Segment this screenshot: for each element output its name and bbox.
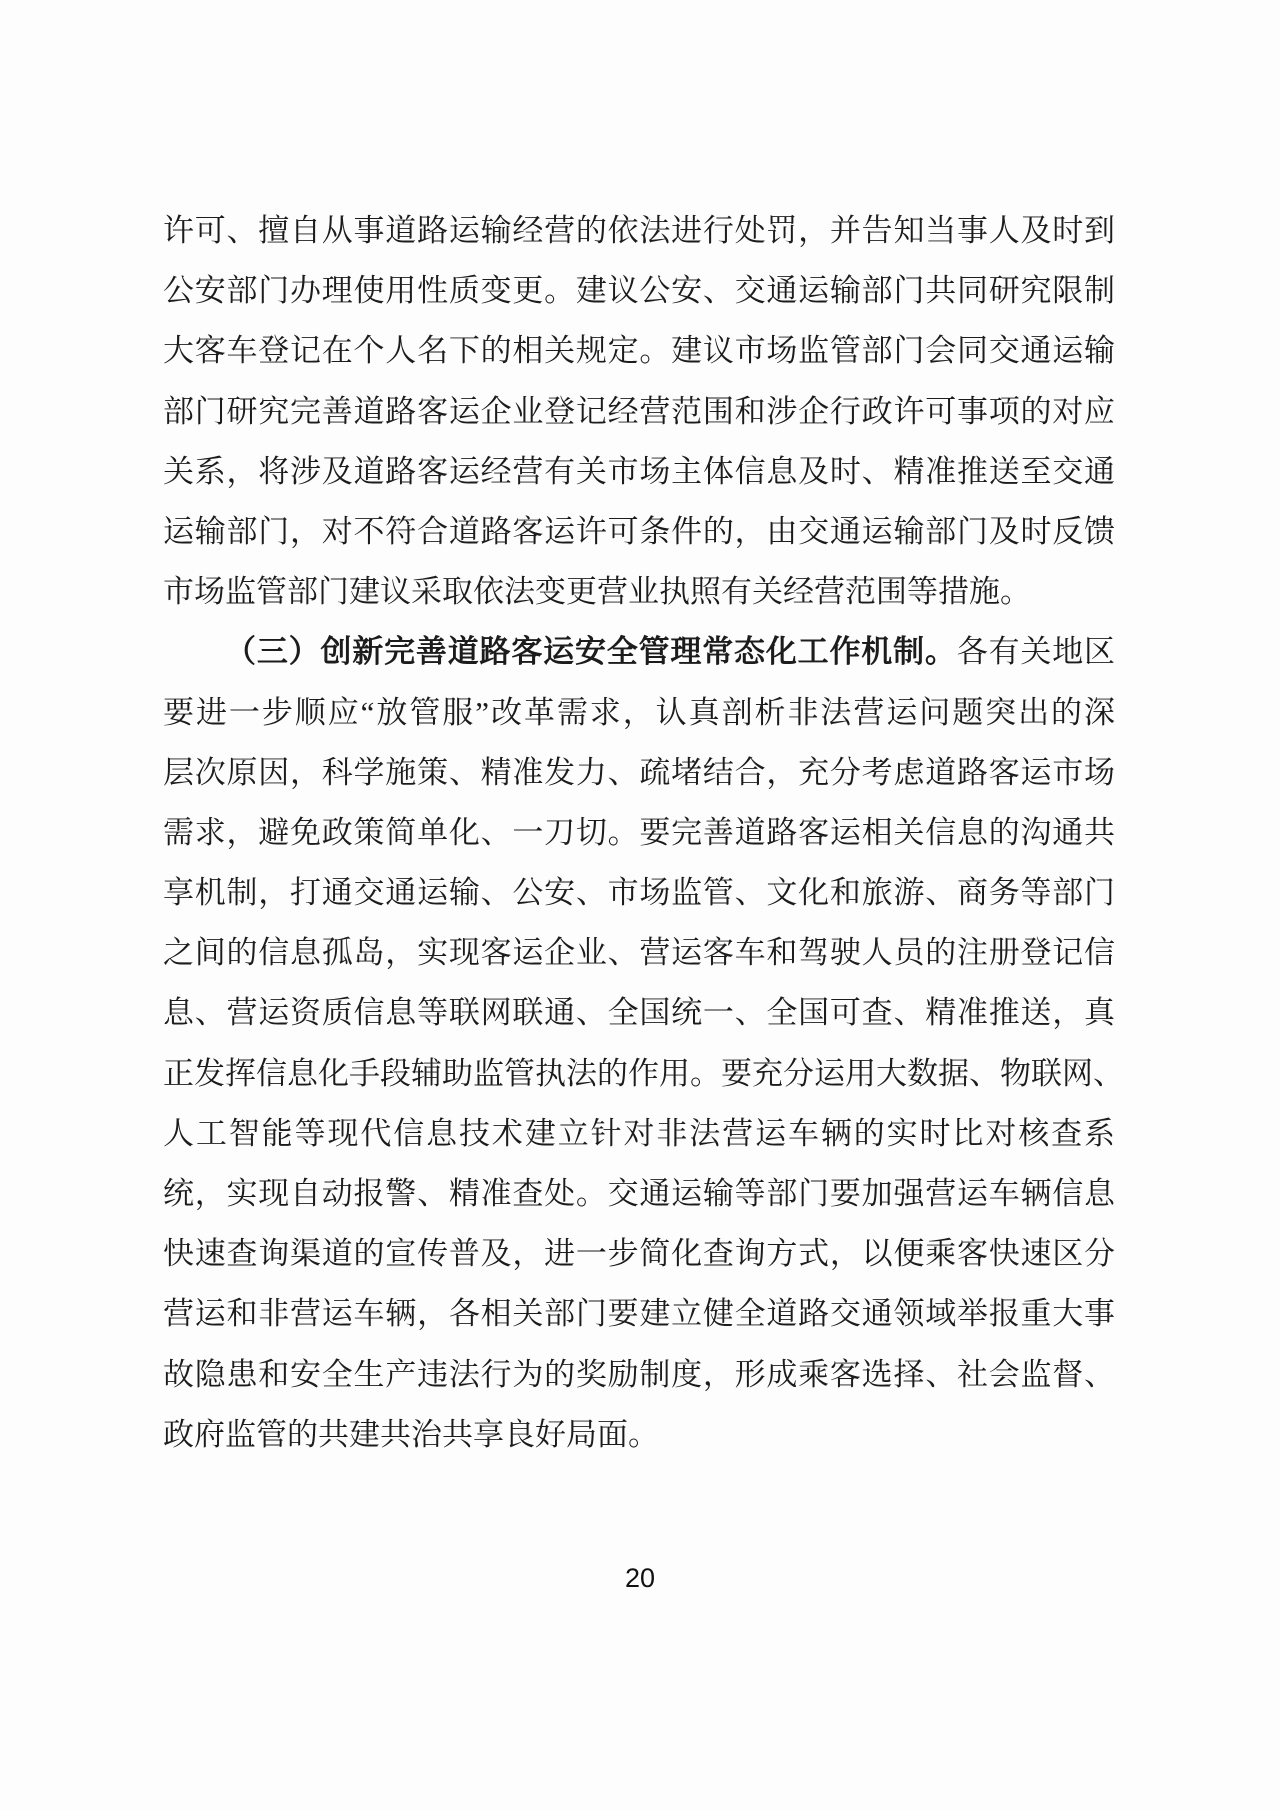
paragraph2-line: 层次原因，科学施策、精准发力、疏堵结合，充分考虑道路客运市场	[163, 754, 1115, 790]
paragraph2-line: 故隐患和安全生产违法行为的奖励制度，形成乘客选择、社会监督、	[163, 1356, 1115, 1392]
paragraph2-line: 息、营运资质信息等联网联通、全国统一、全国可查、精准推送，真	[163, 995, 1115, 1031]
paragraph2-line: 享机制，打通交通运输、公安、市场监管、文化和旅游、商务等部门	[163, 875, 1115, 911]
paragraph2-line: 正发挥信息化手段辅助监管执法的作用。要充分运用大数据、物联网、	[163, 1055, 1124, 1091]
paragraph2-line: 快速查询渠道的宣传普及，进一步简化查询方式，以便乘客快速区分	[163, 1236, 1115, 1272]
paragraph1-line: 关系，将涉及道路客运经营有关市场主体信息及时、精准推送至交通	[163, 453, 1115, 489]
paragraph1-end-line: 市场监管部门建议采取依法变更营业执照有关经营范围等措施。	[163, 574, 1031, 610]
paragraph1-line: 大客车登记在个人名下的相关规定。建议市场监管部门会同交通运输	[163, 333, 1115, 369]
body-text	[163, 201, 1124, 1465]
paragraph1-line: 运输部门，对不符合道路客运许可条件的，由交通运输部门及时反馈	[163, 513, 1115, 549]
page-number: 20	[624, 1563, 656, 1593]
paragraph1-line: 公安部门办理使用性质变更。建议公安、交通运输部门共同研究限制	[163, 273, 1115, 309]
section-heading-tail: 各有关地区	[956, 634, 1116, 670]
paragraph2-line: 统，实现自动报警、精准查处。交通运输等部门要加强营运车辆信息	[163, 1176, 1115, 1211]
paragraph2-line: 之间的信息孤岛，实现客运企业、营运客车和驾驶人员的注册登记信	[163, 935, 1115, 971]
paragraph2-line: 需求，避免政策简单化、一刀切。要完善道路客运相关信息的沟通共	[163, 814, 1115, 850]
paragraph1-line: 部门研究完善道路客运企业登记经营范围和涉企行政许可事项的对应	[163, 393, 1115, 429]
section-heading: （三）创新完善道路客运安全管理常态化工作机制。	[225, 634, 957, 670]
paragraph2-line: 营运和非营运车辆，各相关部门要建立健全道路交通领域举报重大事	[163, 1296, 1115, 1332]
paragraph2-end-line: 政府监管的共建共治共享良好局面。	[163, 1416, 659, 1452]
paragraph2-line: 要进一步顺应“放管服”改革需求，认真剖析非法营运问题突出的深	[163, 694, 1115, 730]
section-heading-line	[163, 622, 1115, 682]
paragraph2-line: 人工智能等现代信息技术建立针对非法营运车辆的实时比对核查系	[163, 1115, 1115, 1151]
paragraph1-line: 许可、擅自从事道路运输经营的依法进行处罚，并告知当事人及时到	[163, 213, 1115, 248]
